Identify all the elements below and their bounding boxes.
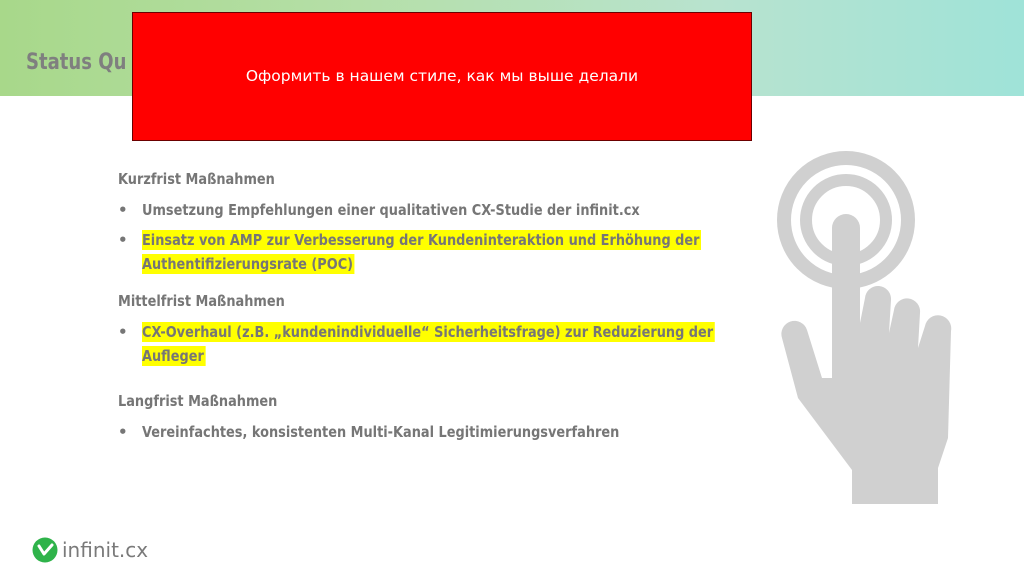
- bullet-text: Umsetzung Empfehlungen einer qualitativen CX-Studie der infinit.cx: [142, 201, 640, 219]
- bullet-dot: •: [118, 201, 128, 219]
- bullet-dot: •: [118, 423, 128, 441]
- touch-hand-icon: [770, 148, 995, 508]
- highlighted-text: CX-Overhaul (z.B. „kundenindividuelle“ Sicherheitsfrage) zur Reduzierung der: [142, 323, 714, 341]
- highlighted-text: Authentifizierungsrate (POC): [142, 255, 354, 273]
- red-note-text: Оформить в нашем стиле, как мы выше делали: [245, 67, 639, 85]
- section-heading-mid-term: Mittelfrist Maßnahmen: [118, 292, 285, 310]
- section-heading-long-term: Langfrist Maßnahmen: [118, 392, 278, 410]
- highlighted-text: Aufleger: [142, 347, 204, 365]
- logo-text: infinit.cx: [62, 538, 149, 562]
- red-note-box: [132, 12, 752, 141]
- bullet-dot: •: [118, 231, 128, 249]
- bullet-dot: •: [118, 323, 128, 341]
- bullet-text: Vereinfachtes, konsistenten Multi-Kanal Legitimierungsverfahren: [142, 423, 620, 441]
- infinit-logo-icon: [32, 537, 58, 563]
- highlighted-text: Einsatz von AMP zur Verbesserung der Kundeninteraktion und Erhöhung der: [142, 231, 700, 249]
- slide-title: Status Qu: [26, 50, 127, 75]
- section-heading-short-term: Kurzfrist Maßnahmen: [118, 170, 275, 188]
